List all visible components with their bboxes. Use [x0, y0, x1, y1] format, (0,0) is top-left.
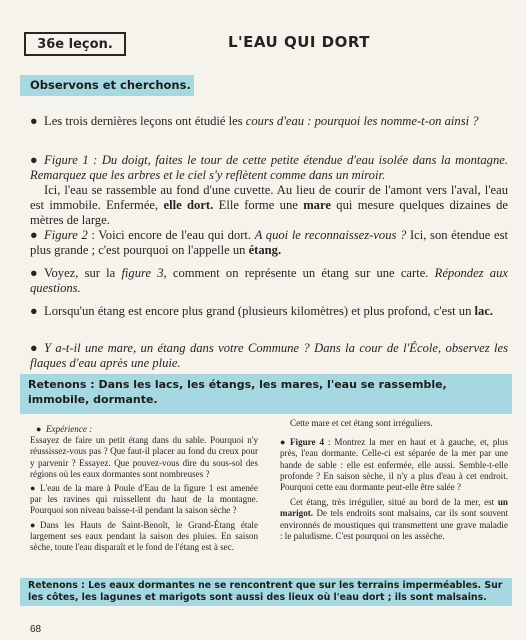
p4-text-b: Ici, son étendue est plus grande ; c'est pourquoi on l'appelle un — [30, 228, 508, 257]
p6-bold: lac. — [474, 304, 494, 318]
right-line-1: Cette mare et cet étang sont irréguliers. — [290, 418, 433, 428]
p4-text-a: : Voici encore de l'eau qui dort. — [91, 228, 252, 242]
right-text-3a: Cet étang, très irrégulier, situé au bord de la mer, est — [290, 497, 495, 508]
paragraph-5: ● Voyez, sur la figure 3, comment on représente un étang sur une carte. Répondez aux questions. — [30, 266, 508, 295]
retenons-main-band — [20, 374, 512, 414]
p7-text: Y a-t-il une mare, un étang dans votre Commune ? Dans la cour de l'École, observez les flaques d'eau après une pluie. — [30, 341, 508, 370]
retenons-final: Retenons : Les eaux dormantes ne se rencontrent que sur les terrains imperméables. Sur les côtes, les lagunes et marigots sont aussi des lieux où l'eau dort ; ils sont malsains. — [28, 580, 503, 603]
retenons-final-band — [20, 578, 512, 606]
p3-bold-b: mare — [303, 198, 331, 212]
p4-figure: Figure 2 — [44, 228, 88, 242]
paragraph-2: ● Figure 1 : Du doigt, faites le tour de cette petite étendue d'eau isolée dans la montagne. Remarquez que les arbres et le ciel s'y reflètent comme dans un miroir. — [30, 153, 508, 182]
p5-figure: figure 3, — [121, 266, 167, 280]
right-marigot: un marigot. — [280, 497, 508, 519]
p1-text: Les trois dernières leçons ont étudié les — [44, 114, 243, 128]
p5-text-b: comment on représente un étang sur une carte. — [172, 266, 429, 280]
p4-question: A quoi le reconnaissez-vous ? — [254, 228, 407, 242]
experience-text: Essayez de faire un petit étang dans du sable. Pourquoi n'y réussissez-vous pas ? Que faut-il placer au fond du creux pour y parvenir ? Essayez. Que pouvez-vous dire du sous-sol des régions où les eaux dormantes sont nombreuses ? — [30, 435, 258, 479]
paragraph-4: ● Figure 2 : Voici encore de l'eau qui dort. A quoi le reconnaissez-vous ? Ici, son étendue est plus grande ; c'est pourquoi on l'appelle un étang. — [30, 228, 508, 257]
paragraph-1: ● Les trois dernières leçons ont étudié les cours d'eau : pourquoi les nomme-t-on ainsi ? — [30, 114, 479, 128]
p4-bold: étang. — [248, 243, 282, 257]
right-figure-4: Figure 4 — [290, 437, 325, 448]
left-bullet-3: Dans les Hauts de Saint-Benoît, le Grand-Étang étale largement ses eaux pendant la saison des pluies. En saison sèche, toute l'eau disparaît et le fond de l'étang est à sec. — [30, 519, 258, 553]
experience-label: Expérience : — [46, 424, 93, 434]
right-column: Cette mare et cet étang sont irréguliers. ● Figure 4 : Montrez la mer en haut et à gauche, et, plus près, l'eau dormante. Celle-ci est séparée de la mer par une bande de sable : elle est enfermée, elle aussi. Semble-t-elle profonde ? En saison sèche, il n'y a plus d'eau à cet endroit. Pourquoi cette eau dormante peut-elle être salée ? Cet étang, très irrégulier, situé au bord de la mer, est un marigot. De tels endroits sont malsains, car ils sont souvent environnés de moustiques qui transmettent une grave maladie : le paludisme. C'est pourquoi on les assèche. — [280, 418, 508, 541]
p3-text-b: Elle forme une — [218, 198, 298, 212]
retenons-main: Retenons : Dans les lacs, les étangs, les mares, l'eau se rassemble, immobile, dormante. — [28, 378, 447, 406]
page-number: 68 — [30, 624, 42, 635]
p5-text-a: Voyez, sur la — [44, 266, 116, 280]
p1-italic: cours d'eau : pourquoi les nomme-t-on ainsi ? — [245, 114, 479, 128]
p6-text: Lorsqu'un étang est encore plus grand (plusieurs kilomètres) et plus profond, c'est un — [44, 304, 472, 318]
p3-text-c: qui mesure quelques dizaines de mètres de large. — [30, 198, 508, 227]
lesson-label: 36e leçon. — [37, 36, 113, 52]
left-column: ● Expérience : Essayez de faire un petit étang dans du sable. Pourquoi n'y réussissez-vous pas ? Que faut-il placer au fond du creux pour y parvenir ? Essayez. Que pouvez-vous dire du sous-sol des régions où les eaux dormantes sont nombreuses ? ● L'eau de la mare à Poule d'Eau de la figure 1 est amenée par les ravines qui ruissellent du haut de la montagne. Pourquoi son niveau baisse-t-il pendant la saison sèche ? ● Dans les Hauts de Saint-Benoît, le Grand-Étang étale largement ses eaux pendant la saison des pluies. En saison sèche, toute l'eau disparaît et le fond de l'étang est à sec. — [30, 424, 258, 553]
page-title: L'EAU QUI DORT — [228, 33, 370, 51]
p3-bold-a: elle dort. — [163, 198, 214, 212]
paragraph-3 — [30, 183, 508, 228]
observe-heading: Observons et cherchons. — [30, 78, 191, 92]
paragraph-7: ● Y a-t-il une mare, un étang dans votre Commune ? Dans la cour de l'École, observez les flaques d'eau après une pluie. — [30, 341, 508, 370]
p3-text-a: Ici, l'eau se rassemble au fond d'une cuvette. Au lieu de courir de l'amont vers l'aval, l'eau est immobile. Enfermée, — [30, 183, 508, 212]
lesson-number-box — [24, 32, 126, 56]
right-text-3c: De tels endroits sont malsains, car ils sont souvent environnés de moustiques qui transmettent une grave maladie : le paludisme. C'est pourquoi on les assèche. — [280, 508, 508, 541]
right-text-2: : Montrez la mer en haut et à gauche, et, plus près, l'eau dormante. Celle-ci est séparée de la mer par une bande de sable : elle est enfermée, elle aussi. Semble-t-elle profonde ? En saison sèche, il n'y a plus d'eau à cet endroit. Pourquoi cette eau dormante peut-elle être salée ? — [280, 437, 508, 493]
observe-heading-band — [20, 75, 194, 96]
paragraph-6: ● Lorsqu'un étang est encore plus grand (plusieurs kilomètres) et plus profond, c'est un lac. — [30, 304, 494, 318]
left-bullet-2: L'eau de la mare à Poule d'Eau de la figure 1 est amenée par les ravines qui ruissellent du haut de la montagne. Pourquoi son niveau baisse-t-il pendant la saison sèche ? — [30, 483, 258, 516]
p2-text: Figure 1 : Du doigt, faites le tour de cette petite étendue d'eau isolée dans la montagne. Remarquez que les arbres et le ciel s'y reflètent comme dans un miroir. — [30, 153, 508, 182]
p5-italic: Répondez aux questions. — [30, 266, 508, 295]
